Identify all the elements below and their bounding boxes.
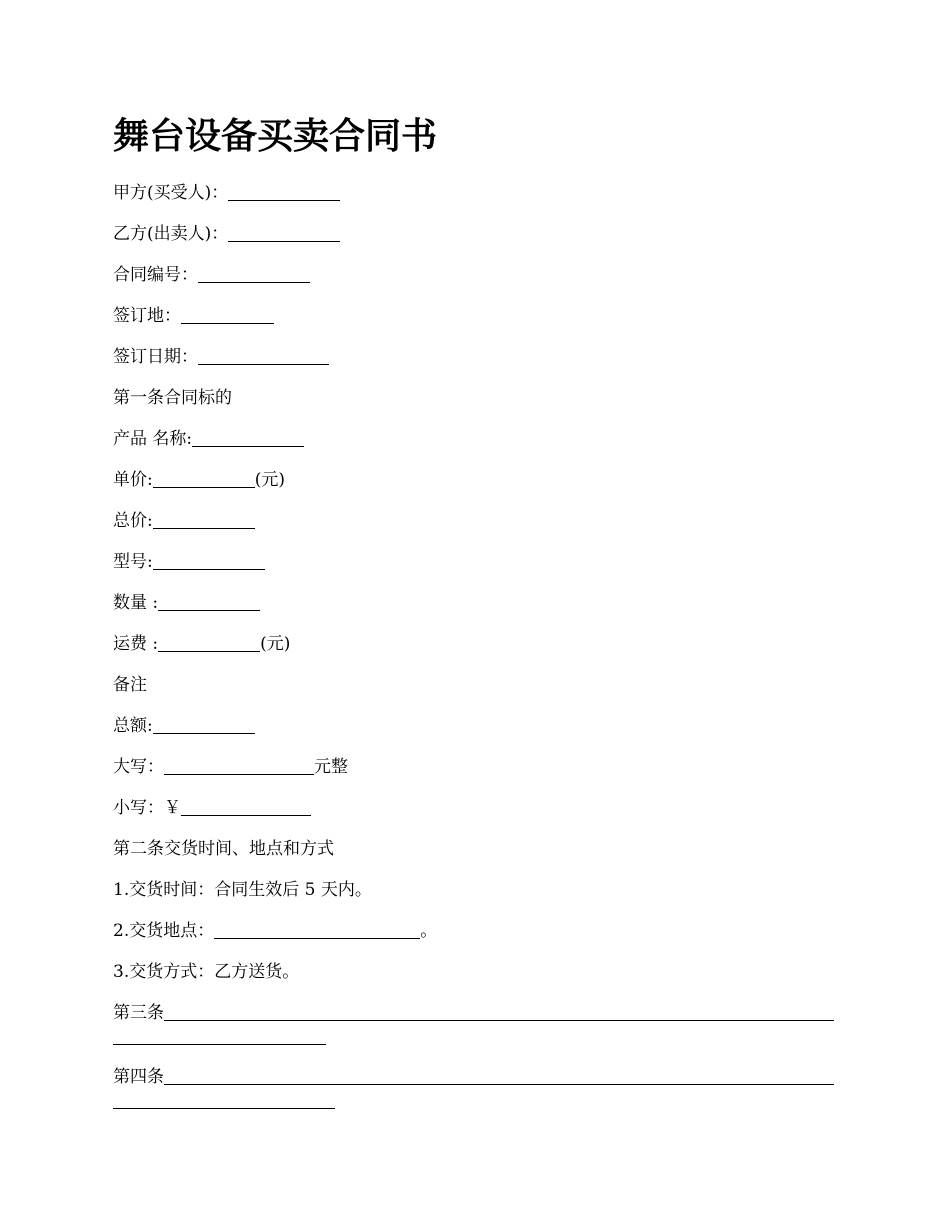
- sign-date-line: [113, 345, 329, 369]
- model-label: 型号:: [113, 552, 153, 572]
- sign-date-blank[interactable]: [198, 347, 329, 365]
- product-name-blank[interactable]: [192, 429, 304, 447]
- delivery-method: 3.交货方式：乙方送货。: [113, 962, 300, 982]
- model-blank[interactable]: [153, 552, 265, 570]
- delivery-place-line: [113, 919, 437, 943]
- party-a-blank[interactable]: [228, 183, 340, 201]
- total-amount-blank[interactable]: [153, 716, 255, 734]
- quantity-label: 数量 :: [113, 593, 159, 613]
- delivery-place-blank[interactable]: [214, 921, 420, 939]
- product-name-line: [113, 427, 304, 451]
- uppercase-suffix: 元整: [314, 757, 348, 777]
- freight-line: [113, 632, 290, 656]
- total-amount-line: [113, 714, 255, 738]
- contract-no-label: 合同编号：: [113, 265, 198, 285]
- contract-no-line: [113, 263, 310, 287]
- article4-blank-line2[interactable]: [113, 1091, 335, 1109]
- quantity-line: [113, 591, 260, 615]
- lowercase-amount-line: [113, 796, 311, 820]
- article3-block: [113, 1001, 839, 1049]
- total-price-line: [113, 509, 255, 533]
- article1-heading: 第一条合同标的: [113, 388, 232, 408]
- total-price-label: 总价:: [113, 511, 153, 531]
- freight-label: 运费 :: [113, 634, 159, 654]
- delivery-time: 1.交货时间：合同生效后 5 天内。: [113, 880, 372, 900]
- quantity-blank[interactable]: [158, 593, 260, 611]
- delivery-place-label: 2.交货地点：: [113, 921, 215, 941]
- party-b-blank[interactable]: [228, 224, 340, 242]
- lowercase-blank[interactable]: [181, 798, 311, 816]
- product-name-label: 产品 名称:: [113, 429, 193, 449]
- freight-suffix: (元): [260, 634, 291, 654]
- party-b-line: [113, 222, 340, 246]
- party-a-line: [113, 181, 340, 205]
- unit-price-suffix: (元): [254, 470, 285, 490]
- article2-heading: 第二条交货时间、地点和方式: [113, 839, 334, 859]
- lowercase-label: 小写：￥: [113, 798, 181, 818]
- uppercase-label: 大写：: [113, 757, 164, 777]
- party-b-label: 乙方(出卖人)：: [113, 224, 229, 244]
- sign-place-label: 签订地：: [113, 306, 181, 326]
- article4-label: 第四条: [113, 1067, 164, 1087]
- sign-date-label: 签订日期：: [113, 347, 198, 367]
- contract-no-blank[interactable]: [198, 265, 310, 283]
- party-a-label: 甲方(买受人)：: [113, 183, 229, 203]
- delivery-place-suffix: 。: [420, 921, 438, 941]
- sign-place-line: [113, 304, 274, 328]
- article3-blank-line2[interactable]: [113, 1027, 326, 1045]
- model-line: [113, 550, 265, 574]
- document-title: 舞台设备买卖合同书: [113, 115, 438, 157]
- uppercase-blank[interactable]: [164, 757, 314, 775]
- freight-blank[interactable]: [158, 634, 260, 652]
- article3-blank-line1[interactable]: [164, 1003, 834, 1021]
- unit-price-label: 单价:: [113, 470, 153, 490]
- unit-price-blank[interactable]: [153, 470, 255, 488]
- unit-price-line: [113, 468, 285, 492]
- sign-place-blank[interactable]: [181, 306, 274, 324]
- total-amount-label: 总额:: [113, 716, 153, 736]
- remarks-label: 备注: [113, 675, 147, 695]
- article4-block: [113, 1065, 839, 1113]
- total-price-blank[interactable]: [153, 511, 255, 529]
- uppercase-amount-line: [113, 755, 348, 779]
- article4-blank-line1[interactable]: [164, 1067, 834, 1085]
- article3-label: 第三条: [113, 1003, 164, 1023]
